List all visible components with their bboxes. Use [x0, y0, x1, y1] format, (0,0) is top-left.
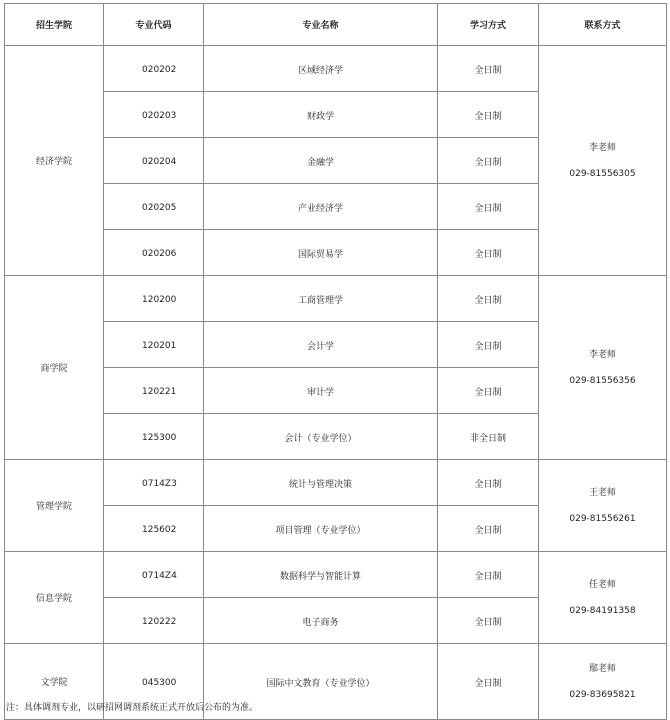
contact-name: 王老师 — [588, 487, 616, 498]
major-name: 会计学 — [204, 322, 438, 368]
study-mode: 全日制 — [438, 322, 539, 368]
admissions-table — [4, 3, 667, 720]
study-mode: 全日制 — [438, 184, 539, 230]
contact-phone: 029-84191358 — [569, 605, 636, 616]
college-cell: 商学院 — [5, 276, 104, 460]
major-name: 数据科学与智能计算 — [204, 552, 438, 598]
contact-phone: 029-81556356 — [569, 375, 636, 386]
major-code: 020205 — [104, 184, 204, 230]
major-name: 统计与管理决策 — [204, 460, 438, 506]
major-code: 120200 — [104, 276, 204, 322]
major-code: 125300 — [104, 414, 204, 460]
study-mode: 全日制 — [438, 506, 539, 552]
contact-phone: 029-83695821 — [569, 689, 636, 700]
major-code: 120201 — [104, 322, 204, 368]
major-code: 120221 — [104, 368, 204, 414]
table-row — [5, 552, 667, 598]
major-code: 0714Z4 — [104, 552, 204, 598]
major-name: 国际贸易学 — [204, 230, 438, 276]
major-name: 产业经济学 — [204, 184, 438, 230]
table-row — [5, 276, 667, 322]
college-cell: 信息学院 — [5, 552, 104, 644]
study-mode: 全日制 — [438, 644, 539, 720]
contact-phone: 029-81556305 — [569, 168, 636, 179]
major-name: 审计学 — [204, 368, 438, 414]
major-code: 020202 — [104, 46, 204, 92]
major-code: 020203 — [104, 92, 204, 138]
major-code: 120222 — [104, 598, 204, 644]
table-header-row — [5, 4, 667, 46]
table-row — [5, 46, 667, 92]
contact-cell — [539, 276, 667, 460]
study-mode: 全日制 — [438, 138, 539, 184]
contact-phone: 029-81556261 — [569, 513, 636, 524]
header-college: 招生学院 — [5, 4, 104, 46]
study-mode: 全日制 — [438, 92, 539, 138]
major-name: 财政学 — [204, 92, 438, 138]
header-contact: 联系方式 — [539, 4, 667, 46]
contact-name: 李老师 — [588, 142, 616, 153]
study-mode: 全日制 — [438, 598, 539, 644]
study-mode: 全日制 — [438, 368, 539, 414]
major-name: 金融学 — [204, 138, 438, 184]
study-mode: 全日制 — [438, 230, 539, 276]
study-mode: 非全日制 — [438, 414, 539, 460]
college-cell: 管理学院 — [5, 460, 104, 552]
header-name: 专业名称 — [204, 4, 438, 46]
major-code: 0714Z3 — [104, 460, 204, 506]
college-cell: 文学院 — [5, 644, 104, 720]
major-name: 工商管理学 — [204, 276, 438, 322]
major-code: 020204 — [104, 138, 204, 184]
major-code: 125602 — [104, 506, 204, 552]
header-mode: 学习方式 — [438, 4, 539, 46]
footnote: 注：具体调剂专业，以研招网调剂系统正式开放后公布的为准。 — [6, 703, 259, 713]
study-mode: 全日制 — [438, 46, 539, 92]
contact-name: 任老师 — [588, 579, 616, 590]
major-name: 电子商务 — [204, 598, 438, 644]
contact-name: 鄢老师 — [588, 663, 616, 674]
contact-cell — [539, 460, 667, 552]
major-name: 国际中文教育（专业学位） — [204, 644, 438, 720]
contact-cell — [539, 46, 667, 276]
study-mode: 全日制 — [438, 276, 539, 322]
major-name: 区域经济学 — [204, 46, 438, 92]
header-code: 专业代码 — [104, 4, 204, 46]
contact-cell — [539, 644, 667, 720]
table-row — [5, 460, 667, 506]
study-mode: 全日制 — [438, 460, 539, 506]
contact-cell — [539, 552, 667, 644]
study-mode: 全日制 — [438, 552, 539, 598]
major-name: 项目管理（专业学位） — [204, 506, 438, 552]
major-code: 020206 — [104, 230, 204, 276]
contact-name: 李老师 — [588, 349, 616, 360]
major-code: 045300 — [104, 644, 204, 720]
major-name: 会计（专业学位） — [204, 414, 438, 460]
college-cell: 经济学院 — [5, 46, 104, 276]
